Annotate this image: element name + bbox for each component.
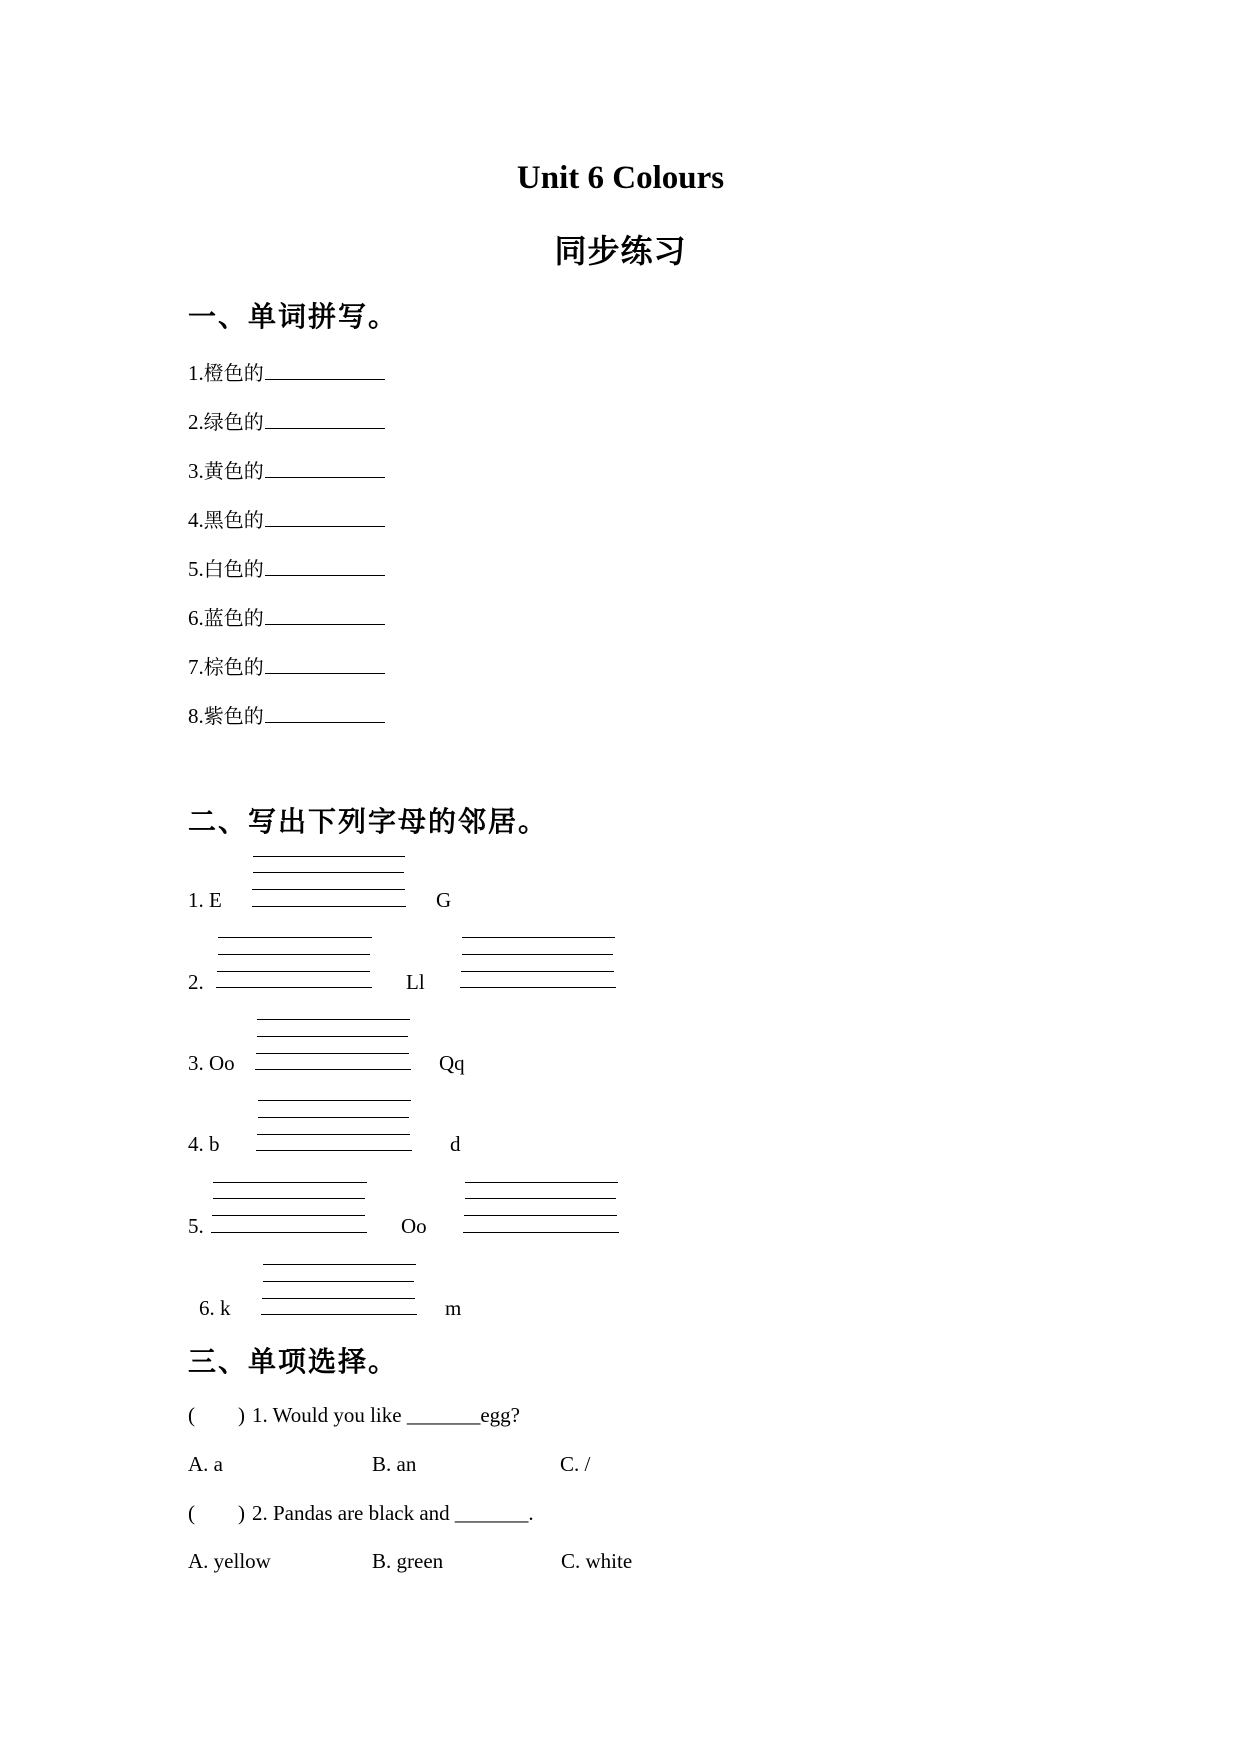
item-number: 5. (188, 1214, 204, 1238)
item-middle-letter: Ll (406, 970, 425, 994)
option-c: C. white (561, 1549, 633, 1573)
answer-paren-close: ) (238, 1501, 245, 1525)
item-right-letter: m (445, 1296, 462, 1320)
item-left-letter: 3. Oo (188, 1051, 235, 1075)
item-right-letter: G (436, 888, 452, 912)
spelling-item (188, 651, 385, 680)
writing-line[interactable] (252, 889, 405, 890)
answer-paren-open: ( (188, 1501, 195, 1525)
item-number: 2. (188, 410, 204, 434)
spelling-item (188, 455, 385, 484)
answer-paren-close: ) (238, 1403, 245, 1427)
answer-blank[interactable] (265, 506, 385, 527)
item-word: 棕色的 (203, 655, 264, 679)
item-right-letter: d (450, 1132, 461, 1156)
writing-line[interactable] (462, 954, 613, 955)
option-a: A. yellow (188, 1549, 271, 1573)
writing-line[interactable] (258, 1117, 409, 1118)
answer-blank[interactable] (265, 359, 385, 380)
answer-blank[interactable] (265, 653, 385, 674)
item-word: 黑色的 (203, 508, 264, 532)
item-left-letter: 6. k (199, 1296, 231, 1320)
item-number: 1. (188, 361, 204, 385)
item-word: 白色的 (203, 557, 264, 581)
item-word: 橙色的 (203, 361, 264, 385)
writing-line[interactable] (218, 954, 370, 955)
writing-line[interactable] (465, 1182, 618, 1183)
writing-line[interactable] (212, 1215, 365, 1216)
writing-line[interactable] (257, 1019, 410, 1020)
item-right-letter: Qq (439, 1051, 465, 1075)
item-middle-letter: Oo (401, 1214, 427, 1238)
option-c: C. / (560, 1452, 591, 1476)
writing-line[interactable] (253, 856, 405, 857)
writing-line[interactable] (258, 1100, 411, 1101)
spelling-item (188, 553, 385, 582)
answer-box[interactable] (203, 1496, 235, 1522)
writing-line[interactable] (256, 1150, 412, 1151)
item-word: 紫色的 (203, 704, 264, 728)
option-b: B. an (372, 1452, 417, 1476)
item-number: 7. (188, 655, 204, 679)
item-number: 6. (188, 606, 204, 630)
writing-line[interactable] (261, 1314, 417, 1315)
answer-paren-open: ( (188, 1403, 195, 1427)
question-text: 1. Would you like _______egg? (252, 1403, 520, 1427)
writing-line[interactable] (255, 1069, 411, 1070)
writing-line[interactable] (464, 1215, 617, 1216)
writing-line[interactable] (253, 872, 404, 873)
option-b: B. green (372, 1549, 444, 1573)
item-number: 4. (188, 508, 204, 532)
question-text: 2. Pandas are black and _______. (252, 1501, 534, 1525)
writing-line[interactable] (262, 1298, 415, 1299)
spelling-item (188, 357, 385, 386)
writing-line[interactable] (218, 937, 372, 938)
writing-line[interactable] (252, 906, 406, 907)
section2-heading: 二、写出下列字母的邻居。 (188, 805, 549, 838)
page-subtitle: 同步练习 (554, 232, 687, 270)
item-word: 绿色的 (203, 410, 264, 434)
section3-heading: 三、单项选择。 (188, 1345, 399, 1378)
option-a: A. a (188, 1452, 223, 1476)
writing-line[interactable] (211, 1232, 367, 1233)
writing-line[interactable] (216, 987, 372, 988)
item-left-letter: 1. E (188, 888, 222, 912)
item-word: 黄色的 (203, 459, 264, 483)
writing-line[interactable] (256, 1053, 409, 1054)
spelling-item (188, 700, 385, 729)
writing-line[interactable] (465, 1198, 616, 1199)
item-left-letter: 4. b (188, 1132, 220, 1156)
writing-line[interactable] (213, 1182, 367, 1183)
item-number: 2. (188, 970, 204, 994)
item-number: 8. (188, 704, 204, 728)
writing-line[interactable] (462, 937, 615, 938)
spelling-item (188, 504, 385, 533)
writing-line[interactable] (263, 1281, 414, 1282)
item-number: 5. (188, 557, 204, 581)
writing-line[interactable] (213, 1198, 365, 1199)
item-number: 3. (188, 459, 204, 483)
spelling-item (188, 406, 385, 435)
item-word: 蓝色的 (203, 606, 264, 630)
page-title: Unit 6 Colours (516, 160, 725, 196)
writing-line[interactable] (460, 987, 616, 988)
writing-line[interactable] (217, 971, 370, 972)
answer-blank[interactable] (265, 555, 385, 576)
writing-line[interactable] (257, 1036, 408, 1037)
writing-line[interactable] (257, 1134, 410, 1135)
answer-blank[interactable] (265, 457, 385, 478)
answer-blank[interactable] (265, 408, 385, 429)
answer-blank[interactable] (265, 604, 385, 625)
writing-line[interactable] (463, 1232, 619, 1233)
answer-box[interactable] (203, 1398, 235, 1424)
spelling-item (188, 602, 385, 631)
section1-heading: 一、单词拼写。 (188, 300, 399, 333)
answer-blank[interactable] (265, 702, 385, 723)
writing-line[interactable] (461, 971, 614, 972)
writing-line[interactable] (263, 1264, 416, 1265)
